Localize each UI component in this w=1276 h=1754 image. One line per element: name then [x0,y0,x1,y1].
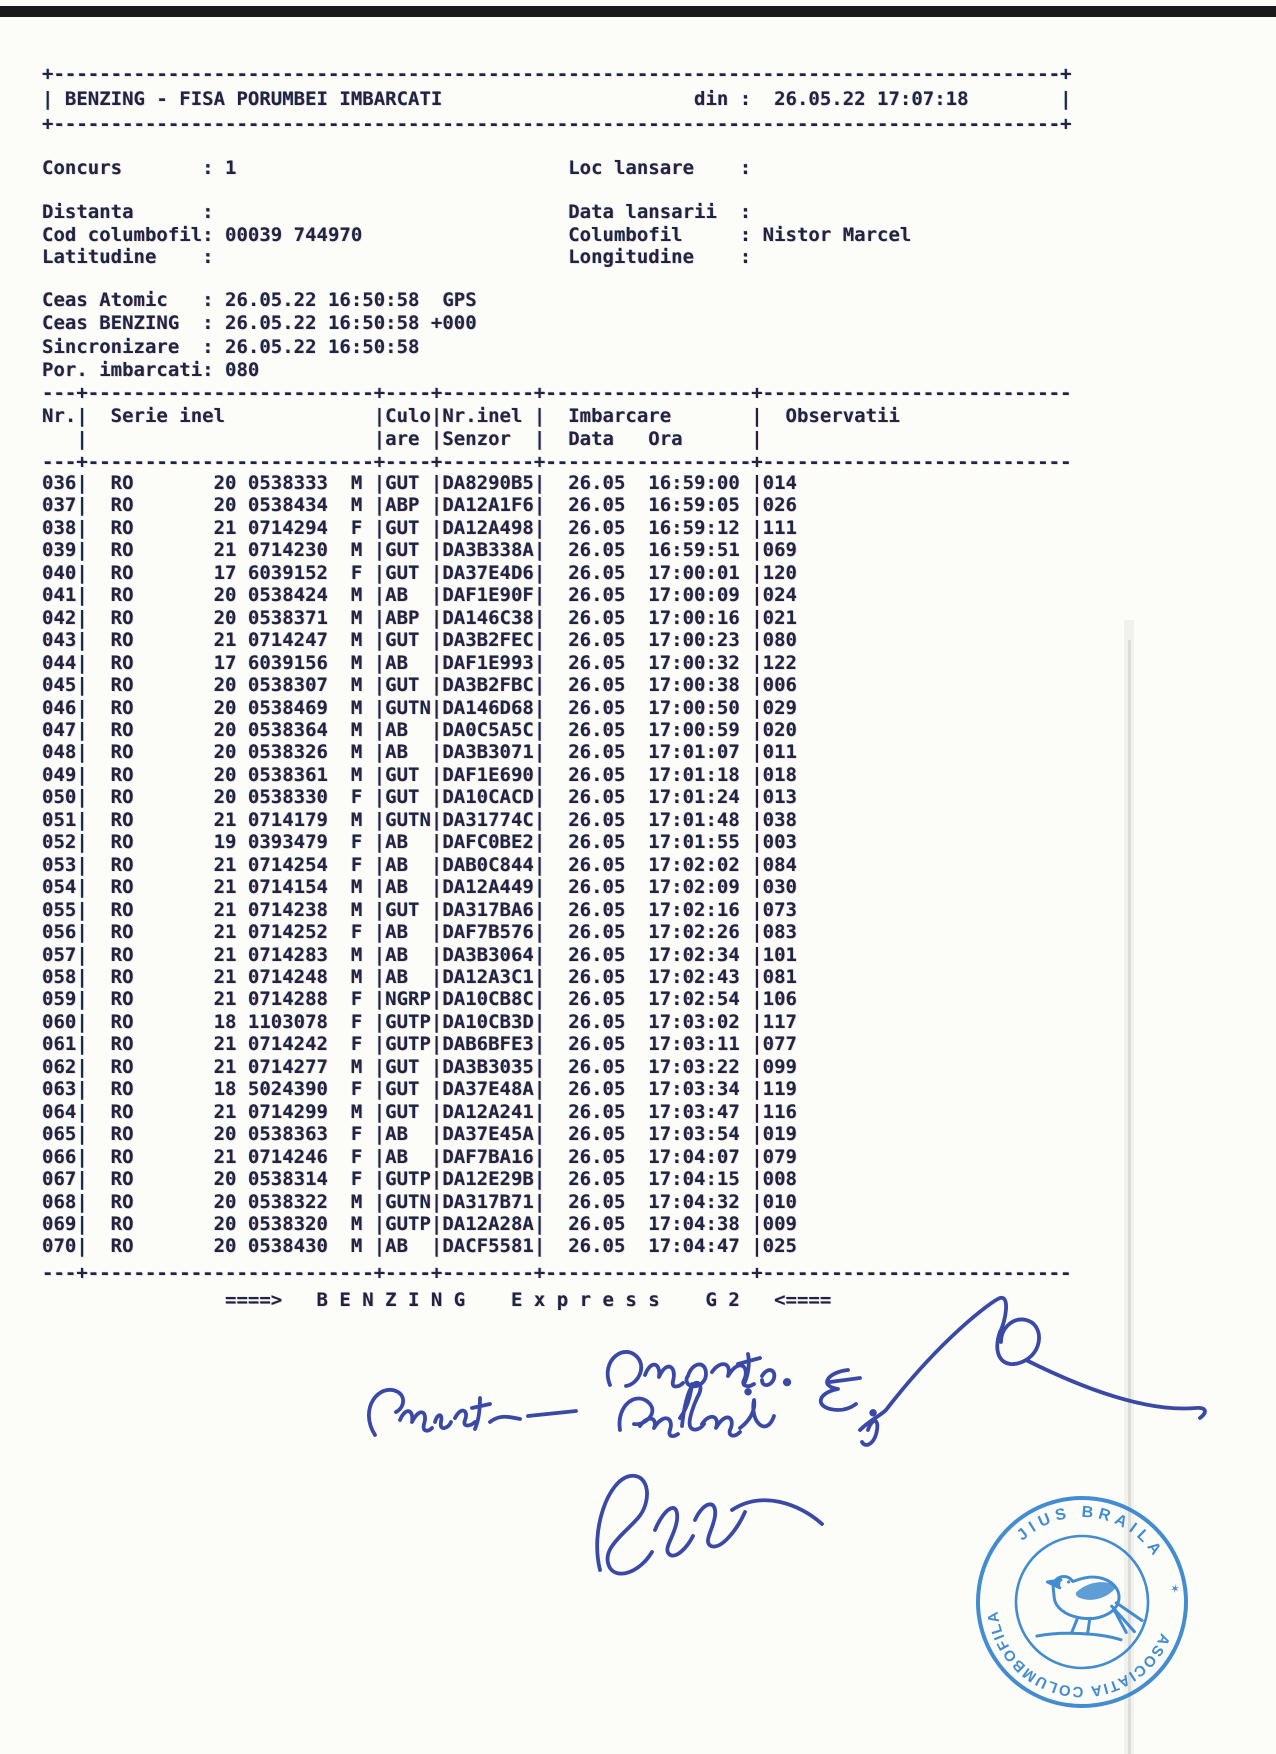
header-box-line: +----------------------------------------------------------------------------------------+ [42,113,1072,135]
table-row: 053| RO 21 0714254 F |AB |DAB0C844| 26.05 17:02:02 |084 [42,853,797,876]
benzing-express-footer [42,1288,831,1312]
clock-line: Sincronizare : 26.05.22 16:50:58 [42,335,420,358]
table-row: 048| RO 20 0538326 M |AB |DA3B3071| 26.05 17:01:07 |011 [42,741,797,764]
table-row: 059| RO 21 0714288 F |NGRP|DA10CB8C| 26.05 17:02:54 |106 [42,988,797,1011]
svg-text:ASOCIATIA COLUMBOFILA [974,1607,1174,1713]
stamp-star-icon: ✶ [1169,1580,1181,1598]
table-row: 068| RO 20 0538322 M |GUTN|DA317B71| 26.05 17:04:32 |010 [42,1190,797,1213]
field-line: Latitudine : Longitudine : [42,246,763,268]
field-line-concurs [42,157,763,180]
svg-text:JIUS BRAILA [1012,1494,1172,1564]
field-lines-block [42,201,911,269]
table-row: 043| RO 21 0714247 M |GUT |DA3B2FEC| 26.05 17:00:23 |080 [42,629,797,652]
table-row: 044| RO 17 6039156 M |AB |DAF1E993| 26.05 17:00:32 |122 [42,651,797,674]
table-row: 064| RO 21 0714299 M |GUT |DA12A241| 26.05 17:03:47 |116 [42,1100,797,1123]
pigeon-table-header [42,382,1072,474]
separator-line: ---+-------------------------+----+--------+------------------+--------------------------- [42,1262,1072,1284]
field-line: Distanta : Data lansarii : [42,201,763,223]
table-row: 067| RO 20 0538314 F |GUTP|DA12E29B| 26.05 17:04:15 |008 [42,1168,797,1191]
table-row: 038| RO 21 0714294 F |GUT |DA12A498| 26.05 16:59:12 |111 [42,516,797,539]
table-row: 056| RO 21 0714252 F |AB |DAF7B576| 26.05 17:02:26 |083 [42,921,797,944]
association-stamp [964,1484,1200,1720]
scan-streak [1128,640,1131,1754]
stamp-inner-ring [1007,1527,1156,1676]
clock-lines-block [42,289,477,383]
stamp-outer-ring [965,1485,1200,1720]
signature-strokes [369,1298,1205,1574]
table-row: 052| RO 19 0393479 F |AB |DAFC0BE2| 26.05 17:01:55 |003 [42,831,797,854]
table-row: 040| RO 17 6039152 F |GUT |DA37E4D6| 26.05 17:00:01 |120 [42,561,797,584]
table-row: 036| RO 20 0538333 M |GUT |DA8290B5| 26.05 16:59:00 |014 [42,472,797,494]
footer-line: ====> B E N Z I N G E x p r e s s G 2 <==== [42,1289,832,1311]
field-line: Cod columbofil: 00039 744970 Columbofil : Nistor Marcel [42,223,912,246]
table-row: 054| RO 21 0714154 M |AB |DA12A449| 26.05 17:02:09 |030 [42,876,797,899]
table-row: 069| RO 20 0538320 M |GUTP|DA12A28A| 26.05 17:04:38 |009 [42,1212,797,1235]
table-row: 055| RO 21 0714238 M |GUT |DA317BA6| 26.05 17:02:16 |073 [42,898,797,921]
table-row: 060| RO 18 1103078 F |GUTP|DA10CB3D| 26.05 17:03:02 |117 [42,1010,797,1033]
pigeon-table-rows [42,472,797,1258]
table-row: 039| RO 21 0714230 M |GUT |DA3B338A| 26.05 16:59:51 |069 [42,539,797,562]
table-bottom-separator [42,1262,1072,1285]
header-box-line: | BENZING - FISA PORUMBEI IMBARCATI din : 26.05.22 17:07:18 | [42,88,1072,110]
table-row: 037| RO 20 0538434 M |ABP |DA12A1F6| 26.05 16:59:05 |026 [42,494,797,517]
scan-edge-bar [0,6,1276,17]
table-row: 062| RO 21 0714277 M |GUT |DA3B3035| 26.05 17:03:22 |099 [42,1055,797,1078]
table-row: 061| RO 21 0714242 F |GUTP|DAB6BFE3| 26.05 17:03:11 |077 [42,1033,797,1056]
clock-line: Ceas BENZING : 26.05.22 16:50:58 +000 [42,312,477,335]
table-row: 051| RO 21 0714179 M |GUTN|DA31774C| 26.05 17:01:48 |038 [42,808,797,831]
field-line: Concurs : 1 Loc lansare : [42,157,763,179]
clock-line: Por. imbarcati: 080 [42,359,260,382]
table-row: 042| RO 20 0538371 M |ABP |DA146C38| 26.05 17:00:16 |021 [42,606,797,629]
table-header-line: | |are |Senzor | Data Ora | [42,428,763,450]
report-header-box [42,62,1072,137]
table-row: 050| RO 20 0538330 F |GUT |DA10CACD| 26.05 17:01:24 |013 [42,786,797,809]
table-header-line: Nr.| Serie inel |Culo|Nr.inel | Imbarcare | Observatii [42,405,900,427]
table-row: 057| RO 21 0714283 M |AB |DA3B3064| 26.05 17:02:34 |101 [42,943,797,966]
stamp-arc-bottom-text: ASOCIATIA COLUMBOFILA [984,1609,1174,1701]
table-row: 070| RO 20 0538430 M |AB |DACF5581| 26.05 17:04:47 |025 [42,1235,797,1258]
table-row: 063| RO 18 5024390 F |GUT |DA37E48A| 26.05 17:03:34 |119 [42,1078,797,1101]
table-row: 045| RO 20 0538307 M |GUT |DA3B2FBC| 26.05 17:00:38 |006 [42,674,797,697]
table-row: 058| RO 21 0714248 M |AB |DA12A3C1| 26.05 17:02:43 |081 [42,965,797,988]
stamp-arc-top-text: JIUS BRAILA [1013,1503,1167,1563]
table-row: 047| RO 20 0538364 M |AB |DA0C5A5C| 26.05 17:00:59 |020 [42,718,797,741]
stamp-artwork [965,1485,1200,1720]
table-row: 041| RO 20 0538424 M |AB |DAF1E90F| 26.05 17:00:09 |024 [42,584,797,607]
table-row: 065| RO 20 0538363 F |AB |DA37E45A| 26.05 17:03:54 |019 [42,1123,797,1146]
table-header-line: ---+-------------------------+----+--------+------------------+--------------------------- [42,451,1072,473]
clock-line: Ceas Atomic : 26.05.22 16:50:58 GPS [42,289,477,311]
table-header-line: ---+-------------------------+----+--------+------------------+--------------------------- [42,382,1072,404]
table-row: 066| RO 21 0714246 F |AB |DAF7BA16| 26.05 17:04:07 |079 [42,1145,797,1168]
table-row: 046| RO 20 0538469 M |GUTN|DA146D68| 26.05 17:00:50 |029 [42,696,797,719]
table-row: 049| RO 20 0538361 M |GUT |DAF1E690| 26.05 17:01:18 |018 [42,763,797,786]
header-box-line: +----------------------------------------------------------------------------------------+ [42,63,1072,85]
